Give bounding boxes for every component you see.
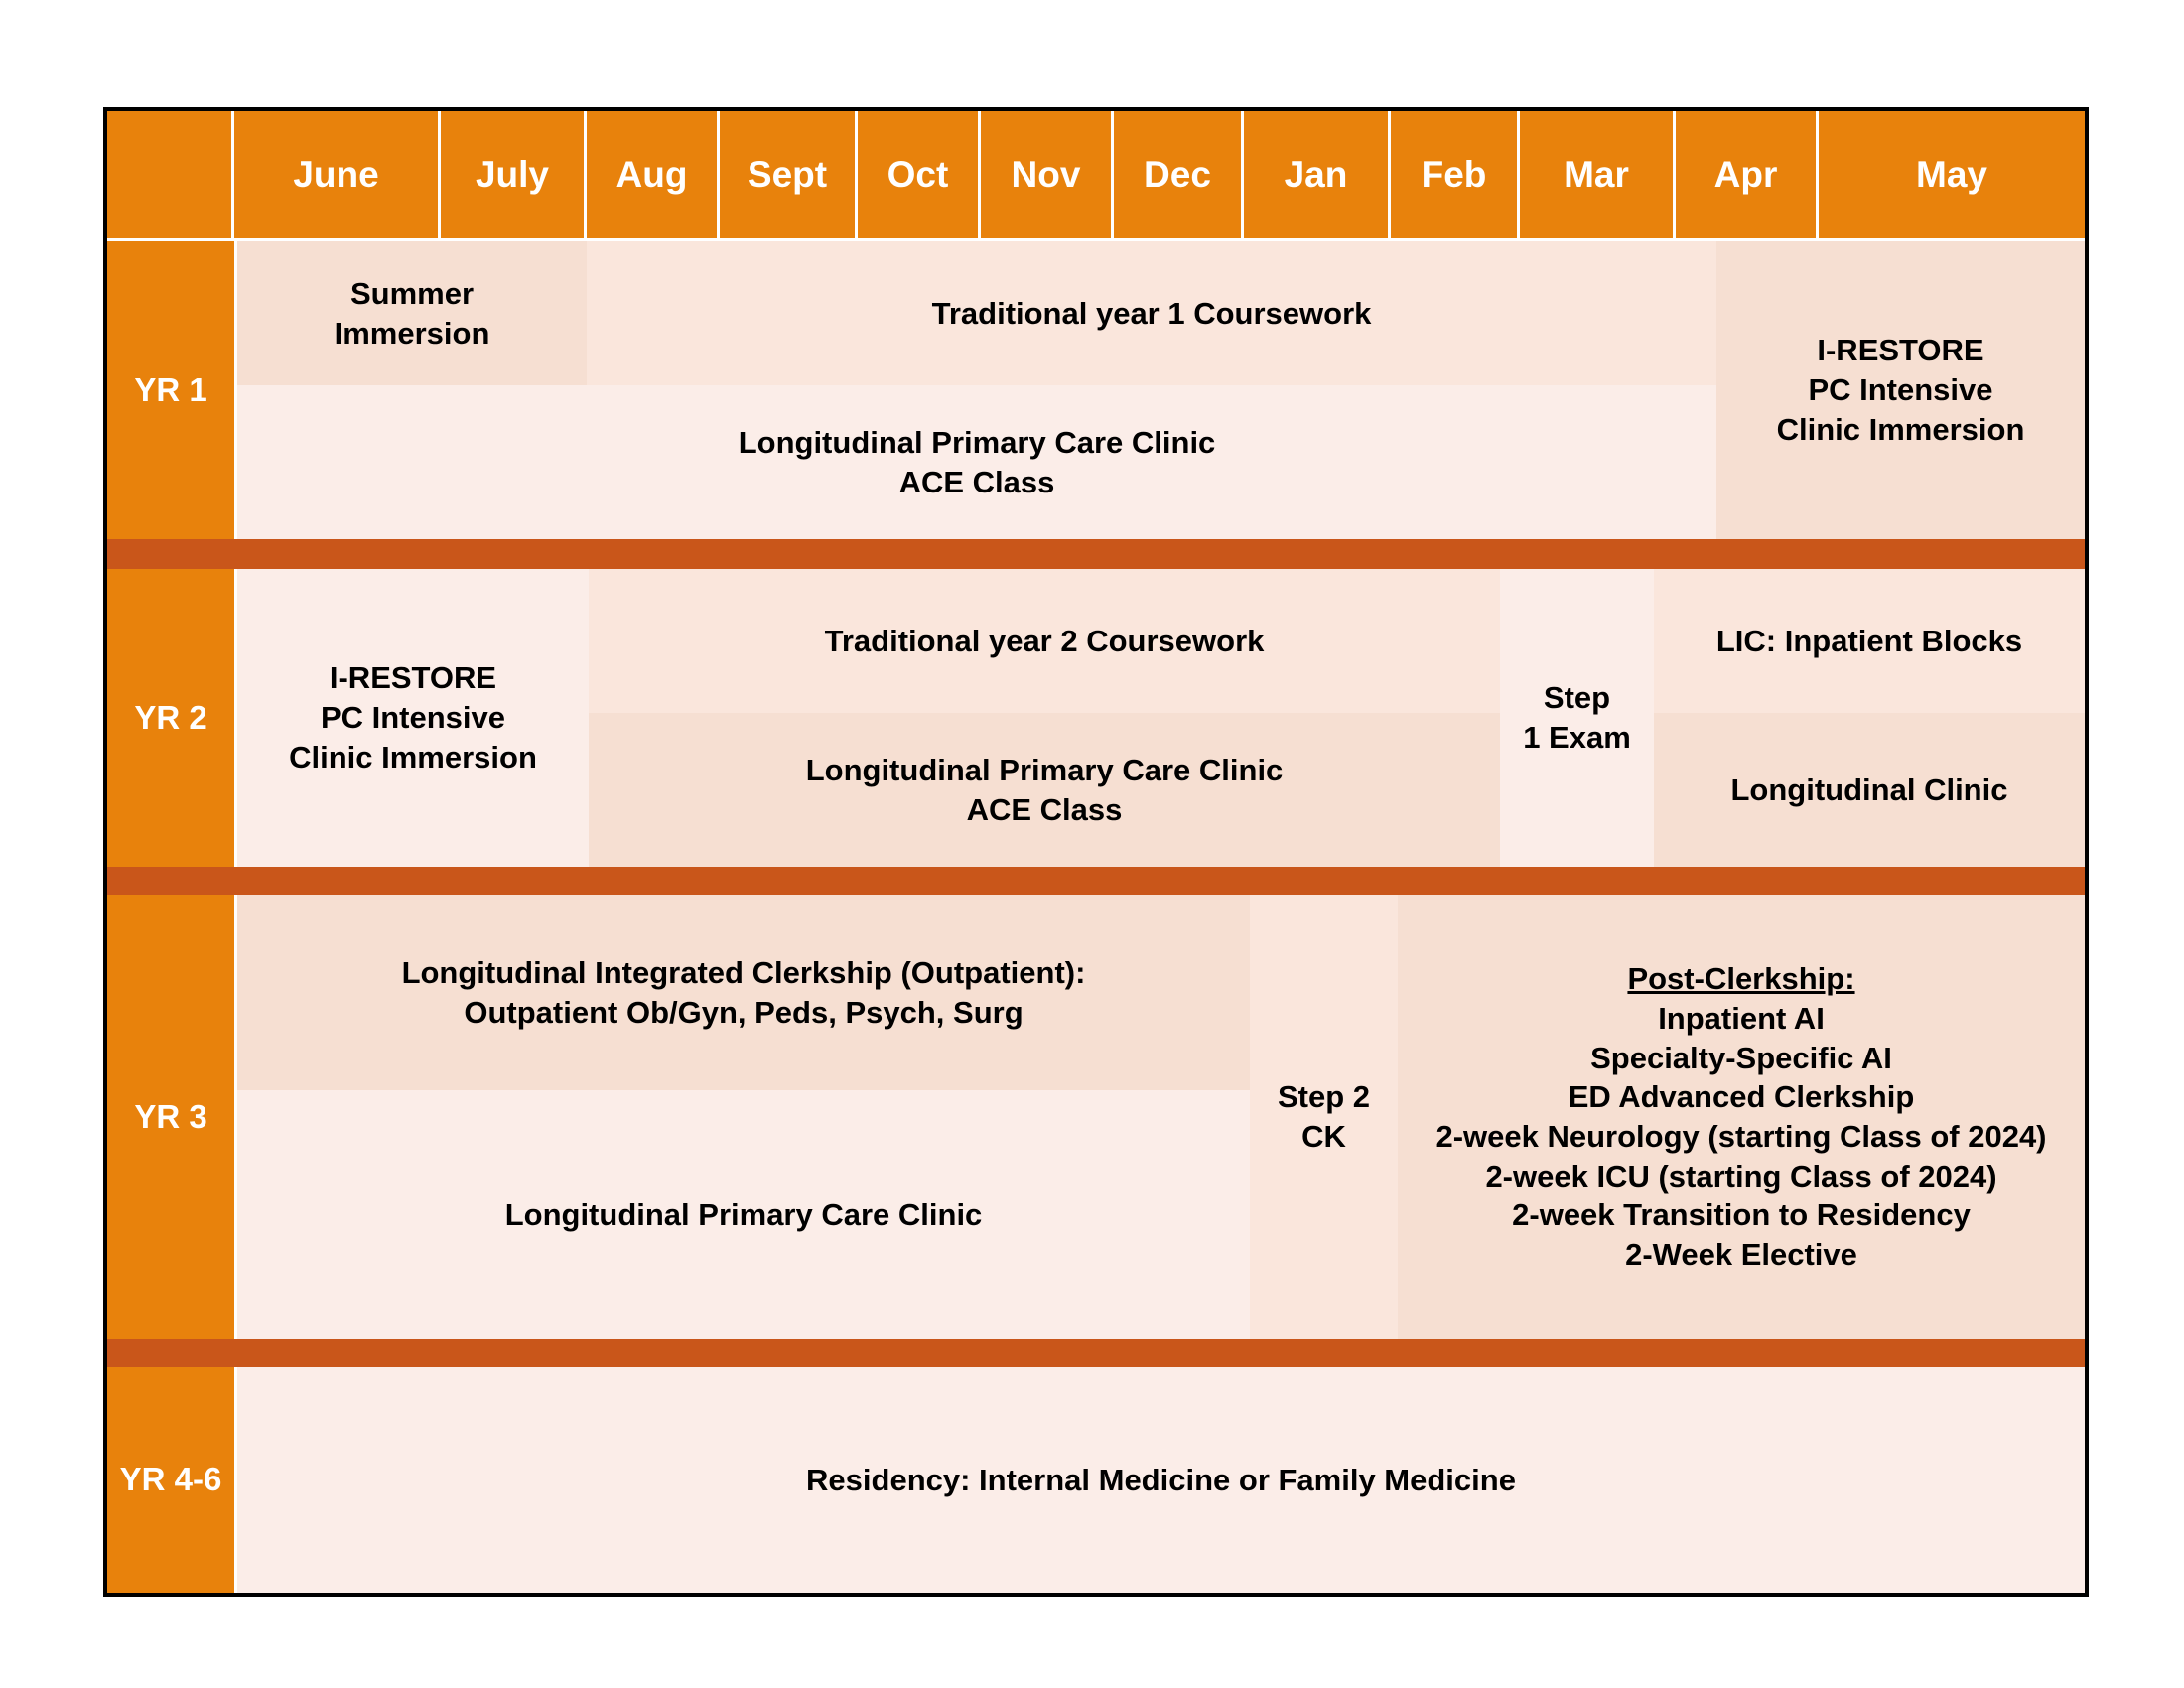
block-lic-outpatient [237, 895, 1250, 1090]
block-summer-immersion [237, 241, 587, 385]
month-header-nov: Nov [981, 111, 1114, 238]
year-label-yr46: YR 4-6 [107, 1367, 234, 1593]
year-label-yr1: YR 1 [107, 241, 234, 539]
month-header-june: June [234, 111, 441, 238]
irestore-yr2-line2: PC Intensive [320, 700, 506, 736]
post-clerkship-title: Post-Clerkship: [1627, 961, 1855, 997]
irestore-yr1-line1: I-RESTORE [1817, 333, 1984, 368]
block-lpcc-yr1 [237, 385, 1716, 539]
step2-line2: CK [1301, 1119, 1346, 1154]
irestore-yr2-line1: I-RESTORE [329, 660, 497, 696]
month-header-sept: Sept [720, 111, 858, 238]
month-header-apr: Apr [1676, 111, 1819, 238]
post-clerkship-line1: Inpatient AI [1658, 1000, 1825, 1036]
lpcc-yr2-line1: Longitudinal Primary Care Clinic [805, 752, 1284, 787]
year-label-yr3: YR 3 [107, 895, 234, 1339]
block-step1-exam [1500, 569, 1654, 867]
lic-outpatient-line1: Longitudinal Integrated Clerkship (Outpatient): [401, 954, 1086, 990]
month-header-oct: Oct [858, 111, 981, 238]
block-residency: Residency: Internal Medicine or Family Medicine [237, 1367, 2085, 1593]
row-separator-1 [107, 539, 2085, 569]
block-lpcc-yr3: Longitudinal Primary Care Clinic [237, 1090, 1250, 1339]
header-corner [107, 111, 234, 238]
lic-outpatient-line2: Outpatient Ob/Gyn, Peds, Psych, Surg [464, 994, 1024, 1030]
month-header-aug: Aug [587, 111, 720, 238]
block-lpcc-yr2 [589, 713, 1500, 867]
post-clerkship-line6: 2-week Transition to Residency [1512, 1197, 1971, 1233]
lpcc-yr2-line2: ACE Class [966, 791, 1123, 827]
summer-immersion-line2: Immersion [334, 315, 490, 351]
timeline-grid [103, 107, 2089, 1597]
irestore-yr2-line3: Clinic Immersion [289, 739, 537, 774]
block-step2-ck [1250, 895, 1398, 1339]
month-header-jan: Jan [1244, 111, 1391, 238]
year-label-yr2: YR 2 [107, 569, 234, 867]
block-lic-inpatient: LIC: Inpatient Blocks [1654, 569, 2085, 713]
month-header-feb: Feb [1391, 111, 1520, 238]
post-clerkship-line2: Specialty-Specific AI [1590, 1040, 1892, 1075]
irestore-yr1-line3: Clinic Immersion [1776, 411, 2025, 447]
block-irestore-yr1 [1716, 241, 2085, 539]
lpcc-yr1-line2: ACE Class [898, 464, 1055, 499]
post-clerkship-line5: 2-week ICU (starting Class of 2024) [1485, 1158, 1997, 1194]
block-traditional-year2: Traditional year 2 Coursework [589, 569, 1500, 713]
step1-line2: 1 Exam [1523, 720, 1631, 755]
row-separator-3 [107, 1339, 2085, 1367]
month-header-mar: Mar [1520, 111, 1676, 238]
lpcc-yr1-line1: Longitudinal Primary Care Clinic [738, 424, 1216, 460]
post-clerkship-line4: 2-week Neurology (starting Class of 2024) [1435, 1119, 2047, 1154]
month-header-dec: Dec [1114, 111, 1244, 238]
month-header-july: July [441, 111, 587, 238]
summer-immersion-line1: Summer [349, 275, 475, 311]
block-longitudinal-clinic-yr2: Longitudinal Clinic [1654, 713, 2085, 867]
post-clerkship-line3: ED Advanced Clerkship [1568, 1079, 1915, 1115]
post-clerkship-line7: 2-Week Elective [1625, 1237, 1857, 1273]
irestore-yr1-line2: PC Intensive [1808, 372, 1993, 408]
step1-line1: Step [1543, 680, 1611, 716]
block-irestore-yr2 [237, 569, 589, 867]
row-separator-2 [107, 867, 2085, 895]
month-header-may: May [1819, 111, 2085, 238]
block-traditional-year1: Traditional year 1 Coursework [587, 241, 1716, 385]
step2-line1: Step 2 [1277, 1079, 1371, 1115]
block-post-clerkship [1398, 895, 2085, 1339]
